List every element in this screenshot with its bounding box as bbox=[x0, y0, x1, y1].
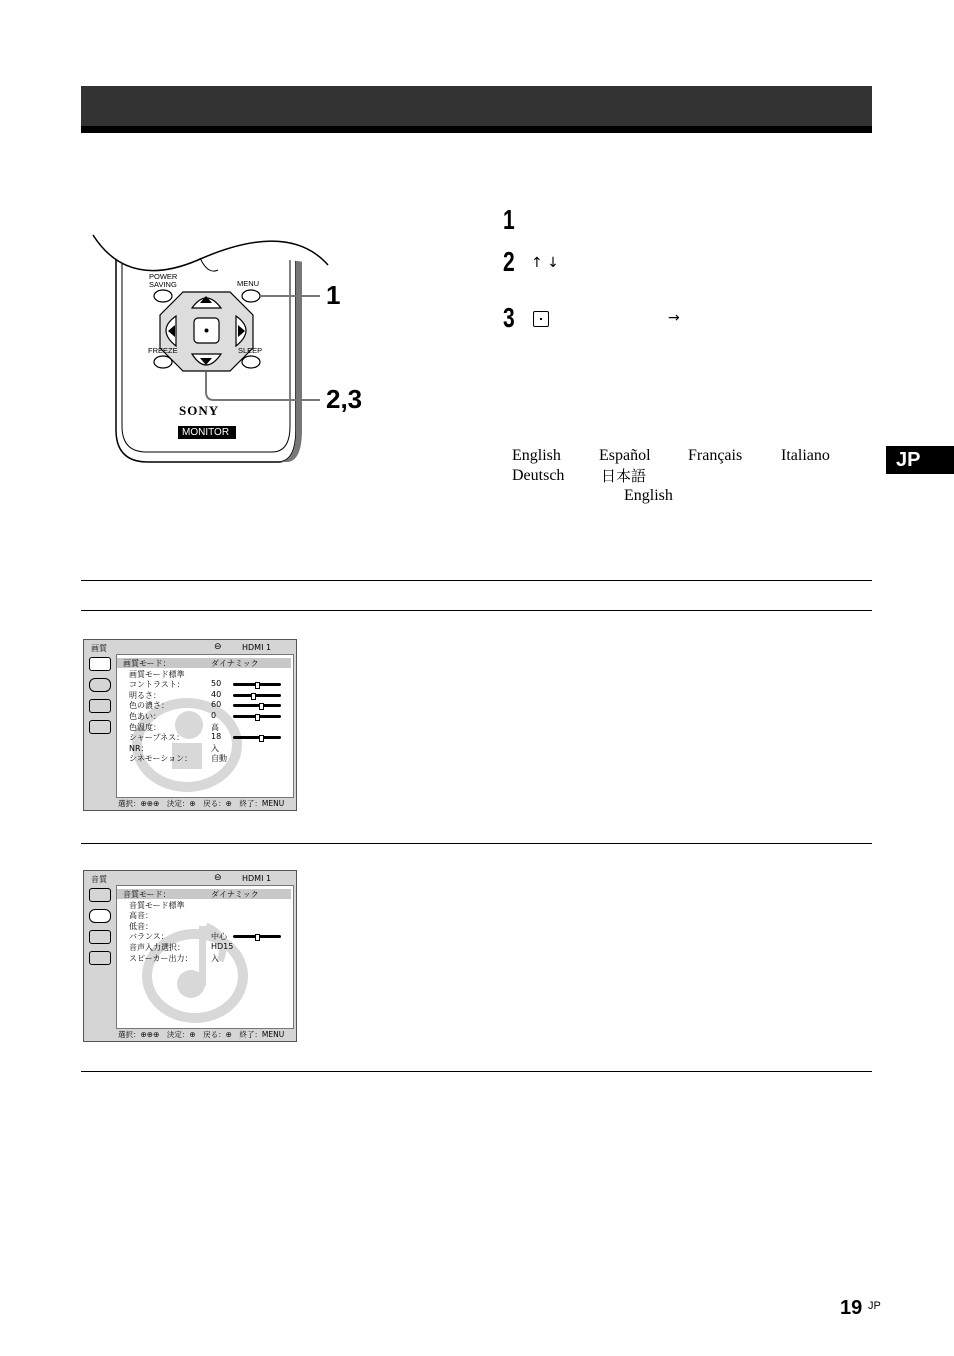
callout-2-3: 2,3 bbox=[326, 384, 363, 414]
callout-1: 1 bbox=[326, 280, 341, 310]
osd-setting-row bbox=[117, 900, 291, 910]
input-icon: ⊖ bbox=[214, 873, 222, 883]
osd-setting-label: バランス： bbox=[129, 932, 169, 942]
up-down-arrow-icon: ↑ ↓ bbox=[531, 255, 559, 271]
osd-setting-row bbox=[117, 690, 291, 700]
osd-setting-label: シャープネス： bbox=[129, 733, 185, 743]
language-default: English bbox=[624, 487, 673, 504]
osd-setting-value: ダイナミック bbox=[211, 890, 259, 899]
language-italiano: Italiano bbox=[781, 447, 830, 464]
osd-setting-value: HD15 bbox=[211, 942, 234, 951]
osd-setting-row bbox=[117, 889, 291, 899]
osd-setting-row bbox=[117, 953, 291, 963]
remote-sleep-label: SLEEP bbox=[238, 346, 263, 355]
osd-setting-row bbox=[117, 743, 291, 753]
osd-setting-value: 中心 bbox=[211, 932, 227, 942]
osd-setting-value: 40 bbox=[211, 689, 222, 699]
osd-setting-value: 60 bbox=[211, 700, 222, 710]
osd-picture-menu bbox=[83, 639, 297, 811]
picture-icon bbox=[89, 888, 111, 902]
language-deutsch: Deutsch bbox=[512, 467, 565, 484]
osd-picture-title: 画質 bbox=[91, 644, 107, 653]
input-icon: ⊖ bbox=[214, 642, 222, 652]
section-header-bar bbox=[81, 86, 872, 126]
osd-setting-label: スピーカー出力： bbox=[129, 953, 193, 963]
osd-setting-label: コントラスト： bbox=[129, 680, 185, 690]
osd-setting-slider bbox=[233, 704, 281, 707]
osd-setting-label: 色温度： bbox=[129, 722, 161, 732]
osd-setting-slider bbox=[233, 935, 281, 938]
osd-setting-label: シネモーション： bbox=[129, 754, 193, 764]
section-header-rule bbox=[81, 126, 872, 133]
remote-menu-label: MENU bbox=[237, 279, 260, 288]
right-arrow-icon: → bbox=[668, 310, 680, 326]
osd-setting-label: NR： bbox=[129, 743, 149, 753]
osd-setting-row bbox=[117, 722, 291, 732]
osd-setting-value: 18 bbox=[211, 732, 222, 742]
osd-sound-sidebar bbox=[86, 885, 112, 1025]
osd-sound-menu bbox=[83, 870, 297, 1042]
osd-slider-knob bbox=[255, 934, 260, 941]
osd-slider-knob bbox=[251, 693, 256, 700]
remote-model-label: MONITOR bbox=[182, 427, 230, 438]
osd-setting-label: 音声入力選択： bbox=[129, 943, 185, 952]
osd-setting-label: 画質モード： bbox=[123, 659, 171, 668]
remote-freeze-label: FREEZE bbox=[148, 346, 178, 355]
language-side-tab: JP bbox=[886, 446, 954, 474]
osd-setting-slider bbox=[233, 694, 281, 697]
osd-setting-label: 音質モード標準 bbox=[129, 900, 185, 910]
screen-icon bbox=[89, 930, 111, 944]
setup-icon bbox=[89, 951, 111, 965]
osd-slider-knob bbox=[255, 682, 260, 689]
language-espanol: Español bbox=[599, 447, 651, 464]
osd-sound-title: 音質 bbox=[91, 875, 107, 884]
osd-picture-footer: 選択：⊕⊕⊕ 決定：⊕ 戻る：⊕ 終了：MENU bbox=[118, 799, 285, 808]
osd-setting-value: ダイナミック bbox=[211, 659, 259, 668]
picture-icon bbox=[89, 657, 111, 671]
osd-setting-value: 入 bbox=[211, 743, 219, 753]
remote-control-illustration bbox=[88, 230, 378, 470]
osd-setting-value: 50 bbox=[211, 679, 222, 689]
osd-setting-slider bbox=[233, 736, 281, 739]
table-rule-bottom bbox=[81, 1071, 872, 1072]
osd-setting-row bbox=[117, 732, 291, 742]
osd-setting-label: 画質モード標準 bbox=[129, 669, 185, 679]
table-rule-middle bbox=[81, 843, 872, 844]
osd-setting-label: 色あい： bbox=[129, 712, 161, 721]
language-english: English bbox=[512, 447, 561, 464]
osd-picture-input: HDMI 1 bbox=[242, 643, 272, 652]
osd-setting-row bbox=[117, 711, 291, 721]
language-francais: Français bbox=[688, 447, 743, 464]
page-number: 19 bbox=[840, 1297, 863, 1319]
osd-setting-label: 音質モード： bbox=[123, 890, 171, 899]
table-rule-top bbox=[81, 580, 872, 581]
remote-brand-logo: SONY bbox=[179, 403, 220, 418]
osd-setting-slider bbox=[233, 715, 281, 718]
osd-sound-input: HDMI 1 bbox=[242, 874, 272, 883]
osd-setting-row bbox=[117, 753, 291, 763]
osd-setting-value: 0 bbox=[211, 711, 217, 720]
osd-setting-slider bbox=[233, 683, 281, 686]
osd-sound-footer: 選択：⊕⊕⊕ 決定：⊕ 戻る：⊕ 終了：MENU bbox=[118, 1030, 285, 1039]
osd-setting-value: 高 bbox=[211, 722, 219, 732]
enter-button-icon bbox=[533, 311, 549, 327]
screen-icon bbox=[89, 699, 111, 713]
osd-picture-panel bbox=[116, 654, 294, 798]
osd-setting-label: 低音： bbox=[129, 921, 153, 931]
osd-setting-value: 入 bbox=[211, 953, 219, 963]
osd-setting-label: 高音： bbox=[129, 911, 153, 921]
osd-picture-sidebar bbox=[86, 654, 112, 794]
step-2-number: 2 bbox=[503, 246, 515, 277]
page-number-suffix: JP bbox=[868, 1300, 881, 1312]
osd-slider-knob bbox=[259, 703, 264, 710]
step-1-number: 1 bbox=[503, 204, 515, 235]
sound-icon bbox=[89, 678, 111, 692]
remote-power-saving-label: POWER SAVING bbox=[149, 272, 178, 289]
osd-setting-label: 明るさ： bbox=[129, 690, 161, 700]
setup-icon bbox=[89, 720, 111, 734]
osd-setting-row bbox=[117, 921, 291, 931]
osd-setting-row bbox=[117, 679, 291, 689]
osd-setting-row bbox=[117, 700, 291, 710]
language-japanese: 日本語 bbox=[601, 467, 647, 485]
osd-setting-row bbox=[117, 942, 291, 952]
osd-setting-row bbox=[117, 669, 291, 679]
osd-setting-row bbox=[117, 910, 291, 920]
osd-slider-knob bbox=[255, 714, 260, 721]
osd-setting-row bbox=[117, 931, 291, 941]
osd-setting-value: 自動 bbox=[211, 754, 227, 764]
osd-setting-row bbox=[117, 658, 291, 668]
osd-sound-panel bbox=[116, 885, 294, 1029]
step-3-number: 3 bbox=[503, 302, 515, 333]
osd-slider-knob bbox=[259, 735, 264, 742]
osd-setting-label: 色の濃さ： bbox=[129, 701, 169, 711]
sound-icon bbox=[89, 909, 111, 923]
table-rule-header bbox=[81, 610, 872, 611]
